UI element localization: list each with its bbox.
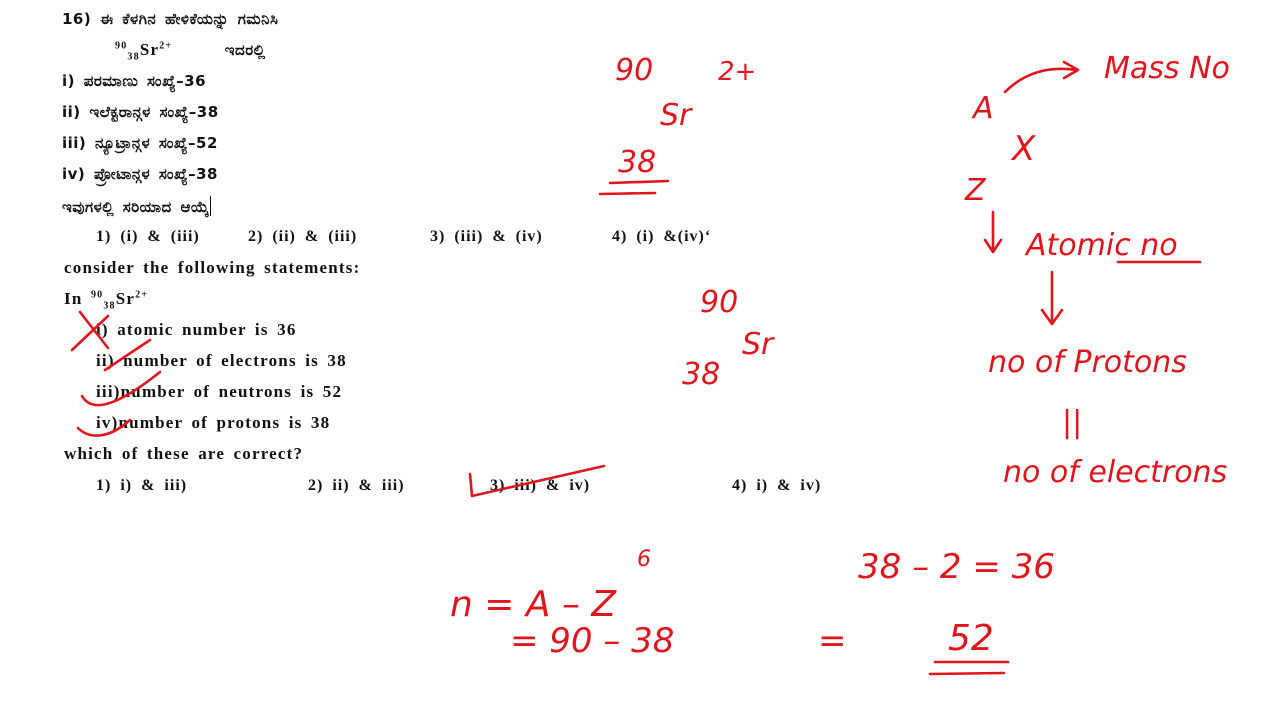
in-prefix: In (64, 289, 83, 308)
ink-equals-sign: || (1062, 405, 1083, 440)
isotope-notation: $^{90}_{38}Sr^{2+}$ (115, 40, 173, 63)
ink-charge-top: 2+ (718, 57, 757, 87)
statement-en-1: i) atomic number is 36 (96, 320, 297, 339)
ink-label-x: X (1012, 129, 1036, 169)
text-cursor (210, 196, 211, 216)
ink-charge-calc: 38 – 2 = 36 (858, 547, 1055, 587)
choose-kn: ಇವುಗಳಲ್ಲಿ ಸರಿಯಾದ ಆಯ್ಕೆ (62, 198, 210, 216)
ink-formula: n = A – Z (450, 584, 617, 625)
option-en-2: 2) ii) & iii) (308, 477, 405, 494)
ink-equals: = (818, 621, 847, 661)
statement-en-3: iii)number of neutrons is 52 (96, 382, 343, 401)
ink-atomic-no: Atomic no (1026, 228, 1178, 263)
which-correct-en: which of these are correct? (64, 444, 304, 463)
option-kn-2: 2) (ii) & (iii) (248, 228, 358, 245)
option-kn-1: 1) (i) & (iii) (96, 228, 200, 245)
option-kn-4: 4) (i) &(iv)‘ (612, 228, 712, 245)
isotope-kn-line (115, 40, 266, 62)
ink-label-z: Z (965, 173, 986, 208)
ink-no-of-electrons: no of electrons (1003, 455, 1228, 490)
ink-atomic-mid: 38 (682, 357, 721, 392)
option-en-3: 3) iii) & iv) (490, 477, 591, 494)
ink-symbol-top: Sr (660, 98, 692, 133)
option-kn-3: 3) (iii) & (iv) (430, 228, 543, 245)
consider-statement-en: consider the following statements: (64, 258, 361, 277)
statement-kn-2: ii) ಇಲೆಕ್ಟರಾನ್ಗಳ ಸಂಖ್ಯೆ–38 (62, 103, 219, 121)
isotope-notation-en: $^{90}_{38}Sr^{2+}$ (90, 289, 149, 312)
ink-mass-no: Mass No (1104, 51, 1230, 86)
statement-en-4: iv)number of protons is 38 (96, 413, 331, 432)
ink-result: 52 (948, 618, 994, 659)
ink-symbol-mid: Sr (742, 327, 774, 362)
ink-label-a: A (973, 91, 994, 126)
question-number-kn: 16) ಈ ಕೆಳಗಿನ ಹೇಳಿಕೆಯನ್ನು ಗಮನಿಸಿ (62, 10, 279, 28)
ink-mass-mid: 90 (700, 285, 739, 320)
statement-en-2: ii) number of electrons is 38 (96, 351, 347, 370)
ink-mass-top: 90 (615, 53, 654, 88)
ink-atomic-top: 38 (618, 145, 657, 180)
ink-calc: = 90 – 38 (510, 621, 675, 661)
option-en-4: 4) i) & iv) (732, 477, 822, 494)
isotope-en-line (64, 289, 148, 311)
statement-kn-1: i) ಪರಮಾಣು ಸಂಖ್ಯೆ–36 (62, 72, 207, 90)
option-en-1: 1) i) & iii) (96, 477, 188, 494)
statement-kn-4: iv) ಪ್ರೋಟಾನ್ಗಳ ಸಂಖ್ಯೆ–38 (62, 165, 218, 183)
isotope-suffix-kn: ಇದರಲ್ಲಿ (224, 41, 266, 59)
ink-stray-digit: 6 (637, 547, 651, 572)
statement-kn-3: iii) ನ್ಯೂಟ್ರಾನ್ಗಳ ಸಂಖ್ಯೆ–52 (62, 134, 218, 152)
ink-no-of-protons: no of Protons (988, 345, 1187, 380)
